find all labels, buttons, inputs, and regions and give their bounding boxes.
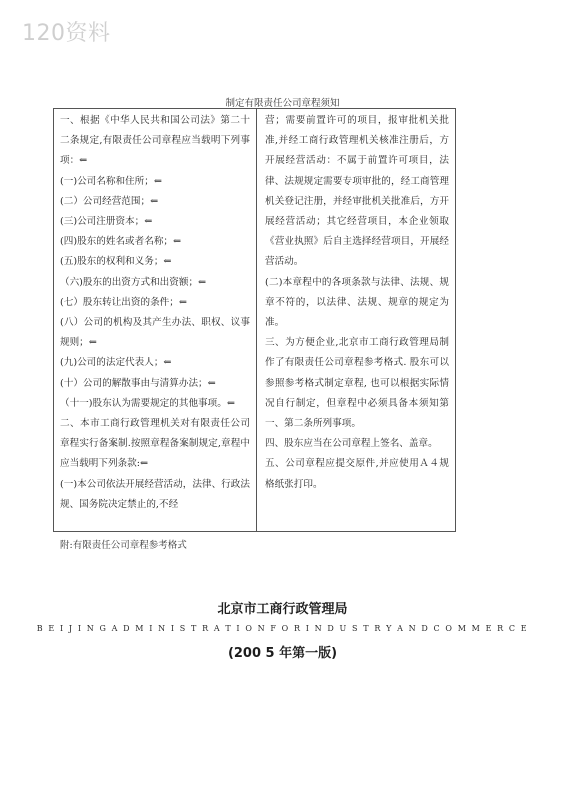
left-paragraph: (七）股东转让出资的条件；⇐ <box>60 296 187 308</box>
left-paragraph: (三)公司注册资本；⇐ <box>60 216 153 228</box>
watermark: 120资料 <box>22 21 111 46</box>
right-paragraph: (二)本章程中的各项条款与法律、法规、规章不符的，以法律、法规、规章的规定为准。 <box>265 276 449 329</box>
edition-label: (200 5 年第一版) <box>227 646 338 661</box>
table-left-column <box>54 109 257 531</box>
table-right-column <box>257 109 455 531</box>
left-paragraph: (二）公司经营范围；⇐ <box>60 195 159 207</box>
left-paragraph: 一、根据《中华人民共和国公司法》第二十二条规定,有限责任公司章程应当载明下列事项：⇐ <box>60 115 250 167</box>
left-paragraph: (四)股东的姓名或者名称；⇐ <box>60 236 182 248</box>
appendix-note: 附:有限责任公司章程参考格式 <box>60 540 187 551</box>
right-paragraph: 三、为方便企业,北京市工商行政管理局制作了有限责任公司章程参考格式. 股东可以参照参考格式制定章程, 也可以根据实际情况自行制定，但章程中必须具备本须知第一、第二条所列事项。 <box>265 337 449 430</box>
notice-table <box>53 108 456 532</box>
left-paragraph: （六)股东的出资方式和出资额；⇐ <box>60 276 207 288</box>
document-title: 制定有限责任公司章程须知 <box>225 98 340 109</box>
bureau-name-en: B E I J I N G A D M I N I S T R A T I O N F O R I N D U S T R Y A N D C O M M E R C E <box>36 624 529 633</box>
left-paragraph: (一)公司名称和住所；⇐ <box>60 175 162 187</box>
left-paragraph: （十一)股东认为需要规定的其他事项。⇐ <box>60 397 235 409</box>
left-paragraph: 二、本市工商行政管理机关对有限责任公司章程实行备案制.按照章程备案制规定,章程中应当载明下列条款:⇐ <box>60 418 250 470</box>
left-paragraph: (一)本公司依法开展经营活动，法律、行政法规、国务院决定禁止的,不经 <box>60 478 250 510</box>
right-paragraph: 营；需要前置许可的项目，报审批机关批准,并经工商行政管理机关核准注册后，方开展经营活动：不属于前置许可项目，法律、法规规定需要专项审批的，经工商管理机关登记注册，并经审批机关批准后，方开展经营活动；其它经营项目，本企业领取《营业执照》后自主选择经营项目，开展经营活动。 <box>265 115 449 268</box>
left-paragraph: (八）公司的机构及其产生办法、职权、议事规则；⇐ <box>60 317 250 349</box>
left-paragraph: (五)股东的权利和义务；⇐ <box>60 256 172 268</box>
right-paragraph: 五、公司章程应提交原件,并应使用Ａ４规格纸张打印。 <box>265 458 449 490</box>
left-paragraph: (十）公司的解散事由与清算办法；⇐ <box>60 377 216 389</box>
right-paragraph: 四、股东应当在公司章程上签名、盖章。 <box>265 438 438 450</box>
bureau-name-cn: 北京市工商行政管理局 <box>217 602 348 617</box>
left-paragraph: (九)公司的法定代表人；⇐ <box>60 357 172 369</box>
